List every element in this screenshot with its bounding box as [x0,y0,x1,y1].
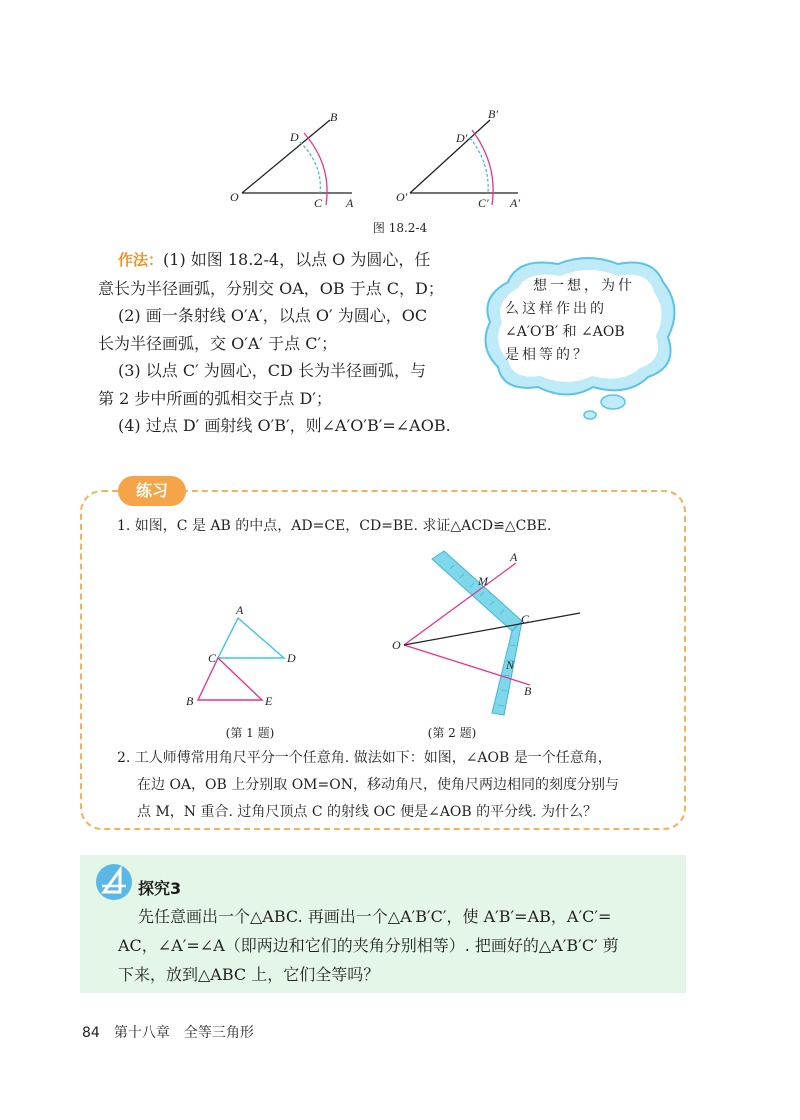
q1-label-B: B [186,694,194,708]
page-number: 84 [82,1025,100,1041]
q1-figure [180,600,310,710]
practice-tag: 练习 [118,476,186,506]
cloud-bubble-1 [601,395,625,409]
q2-label-O: O [392,638,401,652]
method-step3a: (3) 以点 C′ 为圆心，CD 长为半径画弧，与 [118,361,426,380]
cloud-line-1: 想一想，为什 [533,278,635,294]
cloud-bubble-2 [584,411,596,419]
explore-title: 探究3 [138,879,182,898]
construction-method [98,246,478,440]
ray-OC [404,613,580,645]
figure-caption: 图 18.2-4 [372,221,428,235]
q2-label-C: C [521,612,530,626]
q2-label-B: B [524,684,532,698]
method-step1a: (1) 如图 18.2-4，以点 O 为圆心，任 [163,250,431,269]
q2-label-M: M [478,574,488,588]
label-C-prime: C′ [478,196,489,210]
q2-figure-caption: (第 2 题) [427,726,477,740]
label-O: O [230,190,239,204]
q1-label-A: A [236,603,244,617]
label-B-prime: B′ [488,107,498,121]
method-step3b: 第 2 步中所画的弧相交于点 D′； [98,388,332,408]
explore-icon [94,862,134,902]
page-footer [82,1022,254,1042]
q1-label-D: D [287,651,296,665]
thought-cloud-text [505,275,655,367]
cloud-line-2: 么这样作出的 [505,301,607,317]
chapter-title: 第十八章 全等三角形 [113,1025,254,1041]
label-D-prime: D′ [456,131,468,145]
method-step1b: 意长为半径画弧，分别交 OA，OB 于点 C，D； [98,278,444,298]
explore-line-1: 先任意画出一个△ABC. 再画出一个△A′B′C′，使 A′B′=AB，A′C′= [138,907,612,926]
label-A-prime: A′ [510,196,520,210]
label-C: C [314,196,323,210]
q2-label-N: N [506,658,515,672]
label-D: D [290,130,299,144]
practice-question-1: 1. 如图，C 是 AB 的中点，AD=CE，CD=BE. 求证△ACD≌△CBE. [117,518,552,534]
cloud-line-4: 是相等的？ [505,347,590,363]
label-A: A [346,196,354,210]
q2-line-1: 2. 工人师傅常用角尺平分一个任意角. 做法如下：如图，∠AOB 是一个任意角， [117,750,612,766]
q2-label-A: A [510,550,518,564]
label-B: B [330,110,338,124]
method-step2b: 长为半径画弧，交 O′A′ 于点 C′； [98,333,338,353]
label-O-prime: O′ [396,190,408,204]
explore-text [118,902,670,989]
explore-line-3: 下来，放到△ABC 上，它们全等吗？ [118,965,380,984]
q2-line-2: 在边 OA，OB 上分别取 OM=ON，移动角尺，使角尺两边相同的刻度分别与 [137,777,619,793]
q2-line-3: 点 M，N 重合. 过角尺顶点 C 的射线 OC 便是∠AOB 的平分线. 为什么？ [137,804,598,820]
method-step2a: (2) 画一条射线 O′A′，以点 O′ 为圆心，OC [118,306,428,325]
figure-18-2-4 [220,105,550,215]
practice-question-2 [117,745,677,826]
q1-label-C: C [208,651,217,665]
triangle-ACD [218,618,284,658]
explore-line-2: AC，∠A′=∠A（即两边和它们的夹角分别相等）. 把画好的△A′B′C′ 剪 [118,936,619,955]
cloud-line-3: ∠A′O′B′ 和 ∠AOB [505,324,625,340]
method-label: 作法： [118,251,164,269]
q1-figure-caption: (第 1 题) [225,726,275,740]
method-step4: (4) 过点 D′ 画射线 O′B′，则∠A′O′B′=∠AOB. [118,416,451,435]
q2-figure [390,545,600,725]
q1-label-E: E [265,694,273,708]
